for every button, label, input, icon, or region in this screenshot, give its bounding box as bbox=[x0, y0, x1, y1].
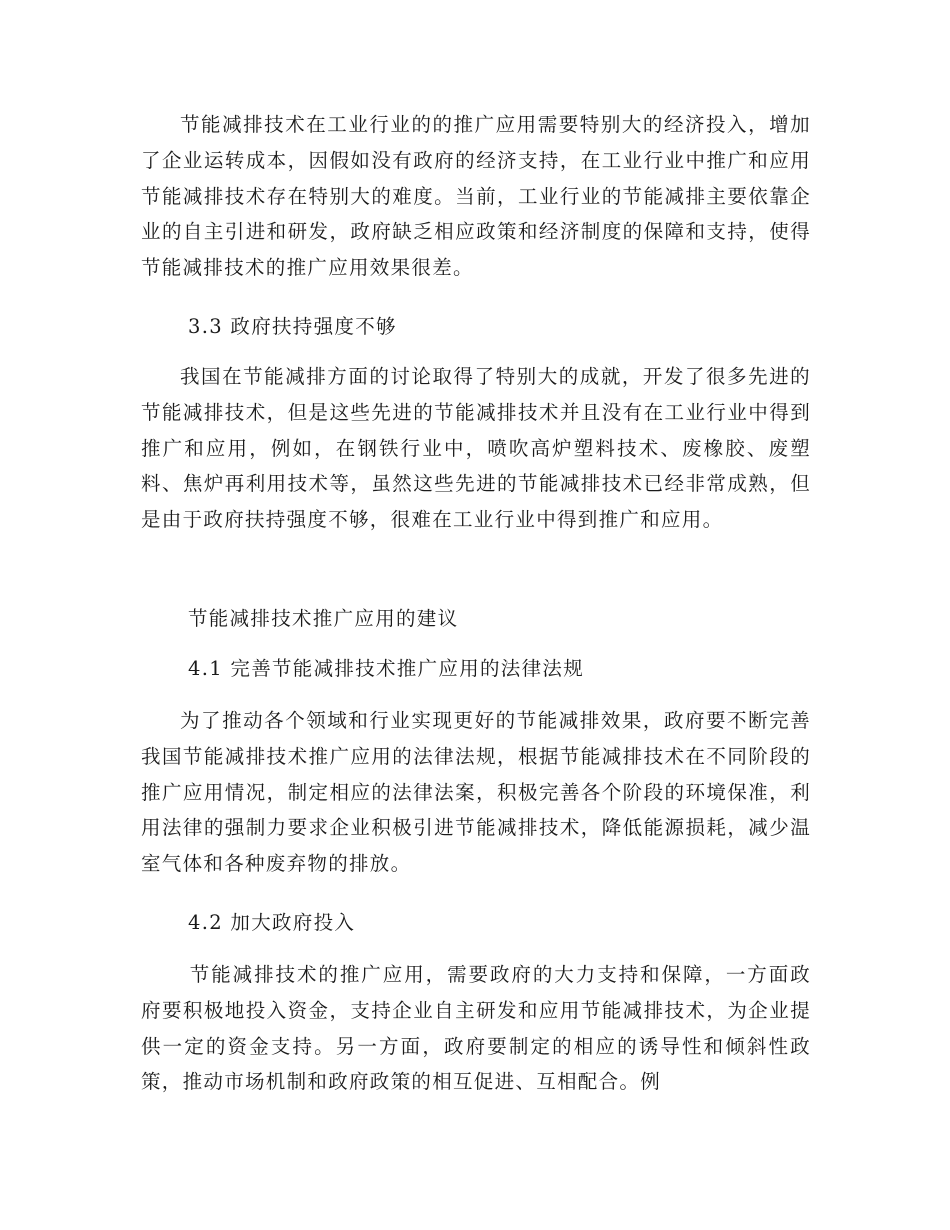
body-paragraph: 为了推动各个领域和行业实现更好的节能减排效果，政府要不断完善我国节能减排技术推广应用的法律法规，根据节能减排技术在不同阶段的推广应用情况，制定相应的法律法案，积极完善各个阶段的环境保准，利用法律的强制力要求企业积极引进节能减排技术，降低能源损耗，减少温室气体和各种废弃物的排放。 bbox=[141, 709, 811, 876]
body-paragraph: 节能减排技术在工业行业的的推广应用需要特别大的经济投入，增加了企业运转成本，因假如没有政府的经济支持，在工业行业中推广和应用节能减排技术存在特别大的难度。当前，工业行业的节能减排主要依靠企业的自主引进和研发，政府缺乏相应政策和经济制度的保障和支持，使得节能减排技术的推广应用效果很差。 bbox=[141, 113, 811, 280]
section-heading-4: 节能减排技术推广应用的建议 bbox=[188, 607, 459, 630]
section-heading-3-3: 3.3 政府扶持强度不够 bbox=[188, 315, 397, 338]
section-heading-4-2: 4.2 加大政府投入 bbox=[188, 911, 356, 934]
section-heading-4-1: 4.1 完善节能减排技术推广应用的法律法规 bbox=[188, 657, 585, 680]
body-paragraph: 节能减排技术的推广应用，需要政府的大力支持和保障，一方面政府要积极地投入资金，支持企业自主研发和应用节能减排技术，为企业提供一定的资金支持。另一方面，政府要制定的相应的诱导性和倾斜性政策，推动市场机制和政府政策的相互促进、互相配合。例 bbox=[141, 963, 811, 1094]
body-paragraph: 我国在节能减排方面的讨论取得了特别大的成就，开发了很多先进的节能减排技术，但是这些先进的节能减排技术并且没有在工业行业中得到推广和应用，例如，在钢铁行业中，喷吹高炉塑料技术、废橡胶、废塑料、焦炉再利用技术等，虽然这些先进的节能减排技术已经非常成熟，但是由于政府扶持强度不够，很难在工业行业中得到推广和应用。 bbox=[141, 365, 811, 532]
